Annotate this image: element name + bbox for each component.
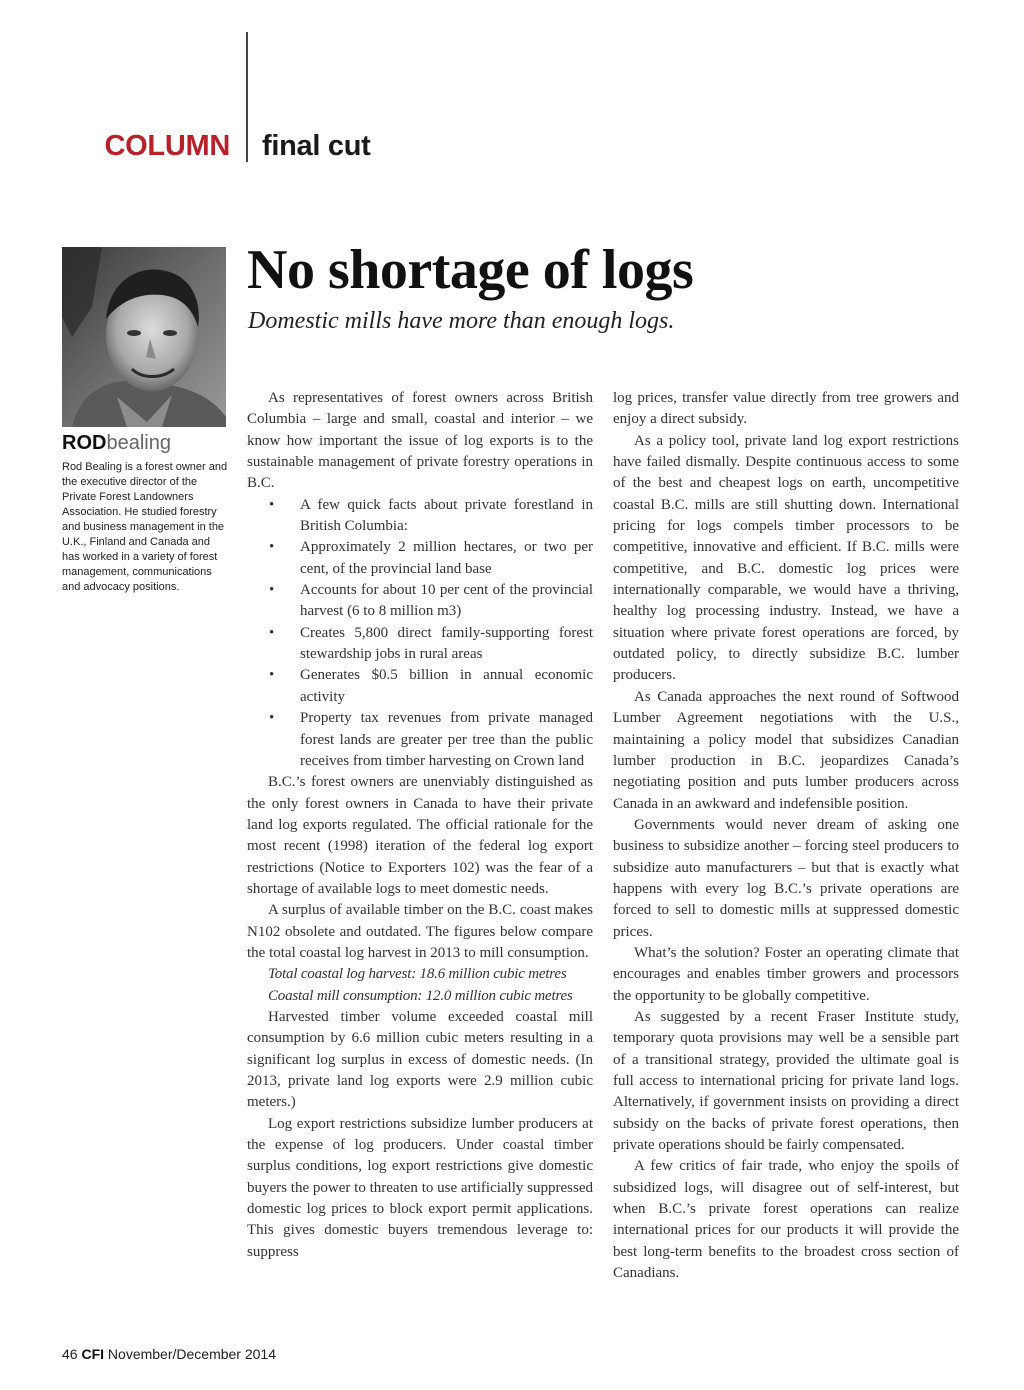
paragraph: A few critics of fair trade, who enjoy the spoils of subsidized logs, will disagree out of self-interest, but when B.C.’s private forest operations can realize international prices for our products it will provide the best long-term benefits to the broadest cross section of Canadians. [613, 1158, 959, 1282]
paragraph: Governments would never dream of asking one business to subsidize another – forcing steel producers to subsidize auto manufacturers – but that is exactly what happens with every log B.C.’s private operations are forced to sell to domestic mills at suppressed domestic prices. [613, 816, 959, 940]
issue-date: November/December 2014 [107, 1346, 277, 1362]
paragraph: Harvested timber volume exceeded coastal mill consumption by 6.6 million cubic meters resulting in a significant log surplus in excess of domestic needs. (In 2013, private land log exports were 2.9 million cubic meters.) [247, 1008, 593, 1111]
list-item [247, 580, 593, 623]
list-item [247, 495, 593, 538]
list-item-text: Property tax revenues from private managed forest lands are greater per tree than the public receives from timber harvesting on Crown land [300, 710, 593, 769]
article-headline: No shortage of logs [247, 239, 694, 301]
page-footer [62, 1346, 276, 1362]
section-header [0, 130, 600, 170]
section-title: final cut [262, 130, 371, 162]
stat-line: Coastal mill consumption: 12.0 million cubic metres [268, 987, 573, 1004]
author-name [62, 432, 171, 455]
author-bio: Rod Bealing is a forest owner and the executive director of the Private Forest Landowners Association. He studied forestry and business management in the U.K., Finland and Canada and has worked in a variety of forest management, communications and advocacy positions. [62, 461, 228, 593]
list-item-text: Creates 5,800 direct family-supporting forest stewardship jobs in rural areas [300, 624, 593, 663]
list-item [247, 623, 593, 666]
paragraph: As Canada approaches the next round of Softwood Lumber Agreement negotiations with the U.S., maintaining a policy model that subsidizes Canadian lumber production in B.C. jeopardizes Canada’s negotiating position and puts lumber producers across Canada in an awkward and indefensible position. [613, 688, 959, 812]
author-portrait-image [62, 247, 226, 427]
list-item-text: A few quick facts about private forestland in British Columbia: [300, 496, 593, 535]
author-first-name: ROD [62, 432, 107, 454]
page-number: 46 [62, 1346, 78, 1362]
list-item [247, 665, 593, 708]
article-column-right [613, 388, 959, 1284]
paragraph: As representatives of forest owners across British Columbia – large and small, coastal and interior – we know how important the issue of log exports is to the sustainable management of private forestry operations in B.C. [247, 390, 593, 492]
list-item-text: Approximately 2 million hectares, or two per cent, of the provincial land base [300, 539, 593, 577]
magazine-name: CFI [81, 1346, 105, 1362]
paragraph: As a policy tool, private land log export restrictions have failed dismally. Despite continuous access to some of the best and cheapest logs on earth, uncompetitive coastal B.C. mills are still shutting down. International pricing for logs compels timber processors to be competitive, innovative and efficient. If B.C. mills were competitive, and B.C. domestic log prices were internationally comparable, we would have a thriving, healthy log processing industry. Instead, we have a situation where private forest operations are forced, by outdated policy, to directly subsidize B.C. lumber producers. [613, 432, 959, 684]
bullet-icon: • [269, 582, 275, 599]
article-deck: Domestic mills have more than enough logs. [248, 308, 675, 334]
facts-list [247, 495, 593, 772]
paragraph: As suggested by a recent Fraser Institute study, temporary quota provisions may well be a sensible part of a transitional strategy, provided the ultimate goal is full access to international pricing for private land logs. Alternatively, if government insists on providing a direct subsidy on the backs of private forest operations, then private operations should be fairly compensated. [613, 1008, 959, 1154]
bullet-icon: • [269, 539, 275, 556]
bullet-icon: • [269, 667, 275, 684]
list-item [247, 537, 593, 580]
paragraph: What’s the solution? Foster an operating climate that encourages and enables timber growers and processors the opportunity to be globally competitive. [613, 944, 959, 1004]
list-item-text: Accounts for about 10 per cent of the provincial harvest (6 to 8 million m3) [300, 582, 593, 620]
list-item-text: Generates $0.5 billion in annual economic activity [300, 667, 593, 705]
author-last-name: bealing [106, 432, 171, 454]
bullet-icon: • [269, 710, 275, 727]
paragraph: log prices, transfer value directly from tree growers and enjoy a direct subsidy. [613, 390, 959, 428]
section-label: COLUMN [104, 130, 230, 162]
list-item [247, 708, 593, 772]
bullet-icon: • [269, 624, 275, 641]
paragraph: B.C.’s forest owners are unenviably distinguished as the only forest owners in Canada to have their private land log exports regulated. The official rationale for the most recent (1998) iteration of the federal log export restrictions (Notice to Exporters 102) was the fear of a shortage of available logs to meet domestic needs. [247, 774, 593, 897]
paragraph: Log export restrictions subsidize lumber producers at the expense of log producers. Under coastal timber surplus conditions, log export restrictions give domestic buyers the power to threaten to use artificially suppressed domestic log prices to block export permit applications. This gives domestic buyers tremendous leverage to: suppress [247, 1115, 593, 1260]
stat-line: Total coastal log harvest: 18.6 million cubic metres [268, 966, 567, 983]
author-photo [62, 247, 226, 427]
article-column-left [247, 388, 593, 1263]
bullet-icon: • [269, 496, 275, 513]
paragraph: A surplus of available timber on the B.C. coast makes N102 obsolete and outdated. The figures below compare the total coastal log harvest in 2013 to mill consumption. [247, 902, 593, 961]
